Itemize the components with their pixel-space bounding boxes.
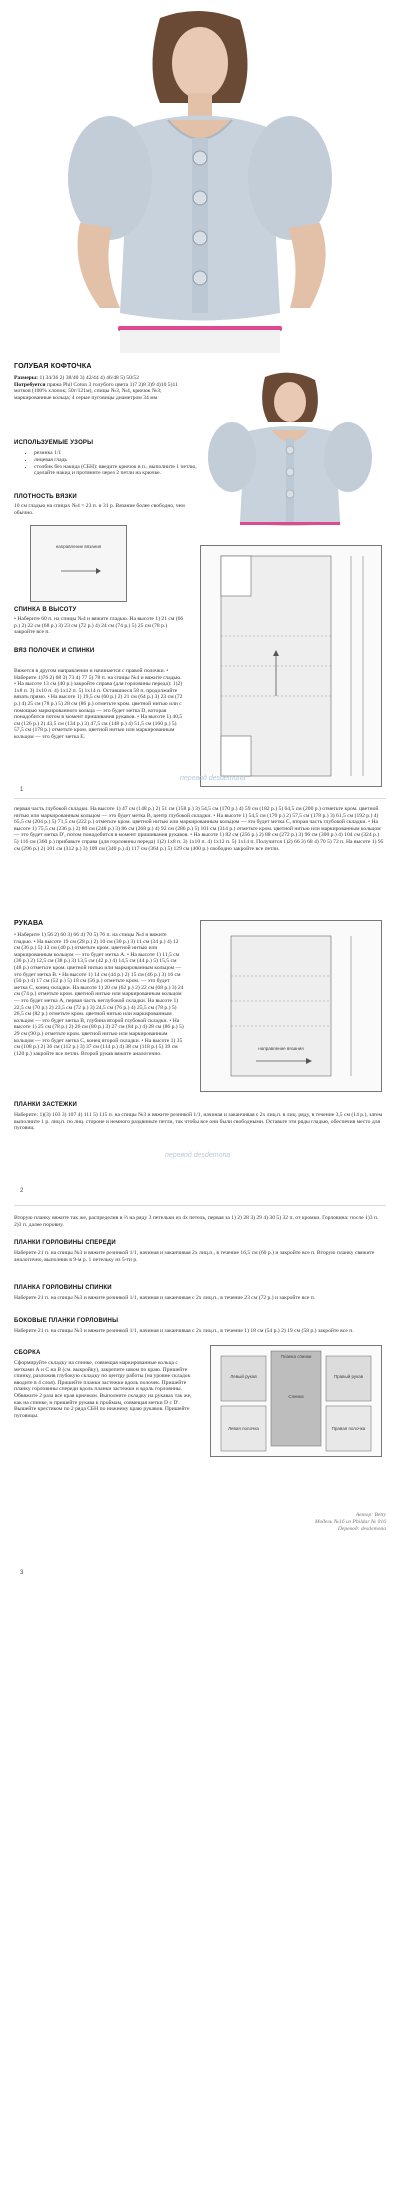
assembly-label-right: Правая полочка [331, 1426, 366, 1431]
sleeve-direction-label: направление вязания [258, 1046, 304, 1051]
neck-front-title: ПЛАНКИ ГОРЛОВИНЫ СПЕРЕДИ [14, 1240, 116, 1246]
assembly-title: СБОРКА [14, 1350, 41, 1356]
page-title: ГОЛУБАЯ КОФТОЧКА [14, 363, 92, 370]
assembly-drawing [211, 1346, 381, 1456]
side-text: Наберите 21 п. на спицы №3 и вяжите резинкой 1/1, начиная и заканчивая с 2х лиц.п., в течение 1) 18 см (54 р.) 2) 19 см (58 р.) закройте все п. [14, 1328, 354, 1334]
back-direction-arrow [31, 526, 126, 601]
sleeve-schematic [200, 920, 382, 1092]
sizes-label: Размеры: [14, 375, 39, 381]
continuation-text: первая часть глубокой складки. На высоте 1) 47 см (148 р.) 2) 51 см (158 р.) 3) 54,5 см (170 р.) 4) 59 см (182 р.) 5) 64,5 см (200 р.) отметьте кром. цветной нитью или маркированным кольцом — это будет метка В, центр глубокой складки. • На высоте 1) 54,5 см (170 р.) 2) 57,5 см (178 р.) 3) 61,5 см (192 р.) 4) 65,5 см (204 р.) 5) 71,5 см (222 р.) отметьте кром. цветной нитью или маркированным кольцом — это будет метка С, вторая часть глубокой складки. • На высоте 1) 75,5 см (236 р.) 2) 80 см (248 р.) 3) 86 см (268 р.) 4) 92 см (286 р.) 5) 101 см (314 р.) отметьте кром. цветной нитью или маркированным кольцом — это будет метка D', потом понадобится в момент пришивания рукавов. • На высоте 1) 82 см (256 р.) 2) 88 см (272 р.) 3) 96 см (300 р.) 4) 104 см (324 р.) 5) 116 см (360 р.) прибавьте справа (для горловины переда) 1)2) 1х8 п. 3) 1х10 п. 4) 1х12 п. 5) 1х14 п. Получится 1)2) 66 3) 68 4) 70 5) 72 п. На высоте 1) 95 см (296 р.) 2) 101 см (312 р.) 3) 109 см (340 р.) 4) 117 см (364 р.) 5) 129 см (400 р.) свободно закройте все петли. [14, 806, 384, 852]
back-text: • Наберите 60 п. на спицы №4 и вяжите гладью. На высоте 1) 21 см (66 р.) 2) 22 см (68 р.) 3) 23 см (72 р.) 4) 24 см (74 р.) 5) 25 см (78 р.) закройте все п. [14, 616, 184, 636]
assembly-label-back: Спинка [288, 1394, 304, 1399]
strips-title: ПЛАНКИ ЗАСТЕЖКИ [14, 1102, 78, 1108]
strips-text: Наберите: 1)(3) 103 3) 107 4) 111 5) 115 п. на спицы №3 и вяжите резинкой 1/1, начиная и заканчивая с 2х лиц.п. в лиц. ряду, в течение 3,5 см (14 р.), затем выполните 1 р. лиц.п. по лиц. стороне и немного раздвиньте петли, так чтобы все они были свободными. Оставьте эти ряды гладью, обеспечив место для пуговиц. [14, 1112, 383, 1132]
pattern-item: • резинка 1/1 [34, 450, 204, 457]
neck-back-title: ПЛАНКА ГОРЛОВИНЫ СПИНКИ [14, 1285, 112, 1291]
neck-back-text: Наберите 21 п. на спицы №3 и вяжите резинкой 1/1, начиная и заканчивая с 2х лиц.п., в течение 23 см (72 р.) и закройте все п. [14, 1295, 316, 1301]
assembly-diagram [210, 1345, 382, 1457]
assembly-label-sleeve-left: Левый рукав [230, 1374, 257, 1379]
needs-label: Потребуется [14, 381, 46, 388]
page-number: 2 [20, 1188, 24, 1194]
density-title: ПЛОТНОСТЬ ВЯЗКИ [14, 494, 77, 500]
back-title: СПИНКА В ВЫСОТУ [14, 607, 77, 613]
model-illustration [40, 8, 360, 353]
credits [315, 1512, 386, 1533]
patterns-title: ИСПОЛЬЗУЕМЫЕ УЗОРЫ [14, 440, 94, 446]
sizes-paragraph [14, 375, 194, 401]
model-illustration-2 [200, 372, 380, 532]
assembly-text: Сформируйте складку на спинке, совмещая маркированные кольца с метками А и С на В (см. выкройку), закрепите швом по краю. Пришейте спинку, разложив глубокую складку по центру работы (на уровне складок вводите в 4 слоя). Пришейте планки застежки вдоль полочек. Пришейте планку горловины спереди вдоль планки застежки и вдоль горловины. Обвяжите 2 раза все края крючком. Выполните складку на рукавах так же, как на спинке, и пришейте рукава к проймам, совмещая метки D с D'. Вышейте крестиком по 2 ряда СБН по нижнему краю рукавов. Пришейте пуговицы. [14, 1360, 192, 1419]
assembly-label-collar: Планка спинки [280, 1354, 312, 1359]
divider [14, 1205, 386, 1206]
shelves-schematic-drawing [201, 546, 381, 786]
sleeve-schematic-drawing [201, 921, 381, 1091]
assembly-label-sleeve: Правый рукав [333, 1374, 364, 1379]
divider [14, 798, 386, 799]
sizes-value: 1) 34/36 2) 38/40 3) 42/44 4) 46/48 5) 50/52 [39, 375, 140, 381]
pattern-item: • столбик без накида (СБН): введите крючок в п., выполните 1 петлю, сделайте накид и протяните через 2 петли на крючке. [34, 464, 204, 478]
shelves-text: Вяжется в другом направлении и начинается с правой полочки. • Наберите 1)76 2) 68 3) 73 4) 77 5) 78 п. на спицы №4 и вяжите гладью. • На высоте 13 см (40 р.) закройте справа (для горловины переда): 1)2) 1х8 п. 3) 1х10 п. 4) 1х12 п. 5) 1х14 п. Оставшиеся 58 п. продолжайте вязать прямо. • На высоте 1) 19,5 см (60 р.) 2) 21 см (64 р.) 3) 23 см (72 р.) 4) 25 см (78 р.) 5) 28 см (86 р.) отметьте кром. цветной нитью или с помощью маркированного кольца — это будет метка D, которая понадобится потом в момент пришивания рукавов. • На высоте 1) 40,5 см (126 р.) 2) 43,5 см (134 р.) 3) 47,5 см (148 р.) 4) 51,5 см (160 р.) 5) 57,5 см (178 р.) отметьте кром. цветной нитью или маркированным кольцом — это будет метка Е. [14, 668, 183, 740]
page-number: 3 [20, 1570, 24, 1576]
back-piece-diagram [30, 525, 127, 602]
main-photo [40, 8, 360, 353]
needs-text: пряжа Phil Coton 3 голубого цвета 1)7 2)8 3)9 4)10 5)11 мотков (100% хлопок; 50г/121м), спицы №3, №4, крючок №3; маркированные кольца; 4 серые пуговицы диаметром 34 мм [14, 381, 178, 401]
assembly-label-left: Левая полочка [228, 1426, 259, 1431]
page-number: 1 [20, 787, 24, 793]
back-direction-label: направление вязания [55, 544, 102, 549]
shelves-schematic [200, 545, 382, 787]
sleeves-text: • Наберите 1) 56 2) 60 3) 66 4) 70 5) 76 п. на спицы №4 и вяжите гладью. • На высоте 19 см (28 р.) 2) 10 см (30 р.) 3) 11 см (34 р.) 4) 12 см (36 р.) 5) 13 см (40 р.) отметьте кром. цветной нитью или маркированным кольцом — это будет метка А. • На высоте 1) 11,5 см (36 р.) 2) 12,5 см (38 р.) 3) 13,5 см (42 р.) 4) 14,5 см (44 р.) 5) 15,5 см (48 р.) отметьте кром. цветной нитью или маркированным кольцом — это будет метка В. • На высоте 1) 14 см (44 р.) 2) 15 см (46 р.) 3) 16 см (50 р.) 4) 17 см (52 р.) 5) 18 см (56 р.) отметьте кром. — это будет метка С, конец складки. На высоте 1) 20 см (62 р.) 2) 22 см (68 р.) 3) 24 см (74 р.) отметьте кром. цветной нитью или маркированным кольцом — это будет метка А, первая часть неглубокой складки. На высоте 1) 22,5 см (70 р.) 2) 23,5 см (72 р.) 3) 24,5 см (76 р.) 4) 25,5 см (78 р.) 5) 26,5 см (82 р.) отметьте кром. цветной нитью или маркированным кольцом — это будет метка В, глубина второй глубокой складки. • На высоте 1) 25 см (78 р.) 2) 26 см (80 р.) 3) 27 см (84 р.) 4) 28 см (86 р.) 5) 29 см (90 р.) отметьте кром. цветной нитью или маркированным кольцом — это будет метка С, конец второй складки. • На высоте 1) 35 см (108 р.) 2) 36 см (112 р.) 3) 37 см (114 р.) 4) 38 см (118 р.) 5) 39 см (120 р.) закройте все петли. Второй рукав вяжите аналогично. [14, 932, 184, 1057]
pattern-item: • лицевая гладь [34, 457, 204, 464]
credit-translation: Перевод: desdemona [337, 1526, 386, 1532]
side-title: БОКОВЫЕ ПЛАНКИ ГОРЛОВИНЫ [14, 1318, 119, 1324]
credit-author: Автор: Betty [355, 1512, 386, 1518]
neck-front-text: Наберите 21 п. на спицы №3 и вяжите резинкой 1/1, начиная и заканчивая 2х лиц.п., в течение 16,5 см (60 р.) и закройте все п. Вторую планку свяжите аналогично, выполнив в 9-м р. 1 петельку из 5-ти р. [14, 1250, 375, 1263]
watermark: перевод desdemona [165, 1152, 231, 1159]
credit-model: Модель №16 из Phildar № 016 [314, 1519, 386, 1525]
density-text: 10 см гладью на спицах №4 = 23 п. и 31 р. Вязание более свободно, чем обычно. [14, 503, 185, 516]
shelves-title: ВЯЗ ПОЛОЧЕК И СПИНКИ [14, 648, 95, 654]
watermark: перевод desdemona [180, 775, 246, 782]
page3-intro: Вторую планку вяжите так же, распределив в ⅔ на ряду 3 петельки из 4х петель, первая за 1) 2) 28 3) 29 4) 30 5) 32 п. от кромки. Горловина: после 1)3 п. 2)3 п. далее поровну. [14, 1215, 379, 1228]
sleeves-title: РУКАВА [14, 920, 44, 927]
patterns-list [24, 450, 204, 477]
secondary-photo [200, 372, 380, 532]
